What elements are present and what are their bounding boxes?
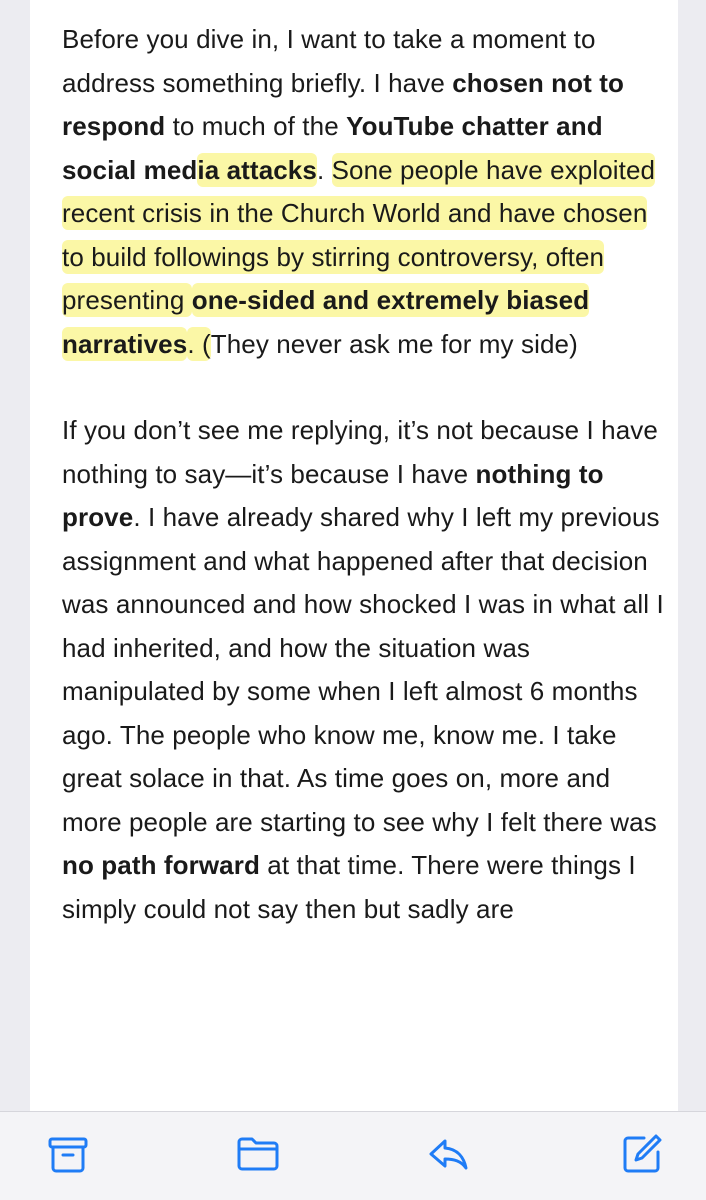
bold-text: chosen not to respond [62,67,624,141]
highlighted-text: . ( [187,328,211,359]
email-body[interactable] [30,0,678,1112]
compose-icon [620,1132,664,1176]
highlighted-text: Sone people have exploited recent crisis in the Church World and have chosen to build followings by stirring controversy, often presenting [62,154,656,315]
archive-box-icon [46,1132,90,1176]
left-margin [0,0,30,1200]
compose-button[interactable] [618,1130,666,1178]
body-text: . [316,154,332,185]
bold-text: YouTube chatter and social med [62,111,603,185]
body-text: to much of the [165,111,347,141]
body-text: Before you dive in, I want to take a moment to address something briefly. I have [62,24,596,98]
bottom-toolbar [0,1111,706,1200]
reply-button[interactable] [424,1130,472,1178]
highlighted-text: one-sided and extremely biased narratives [62,285,590,359]
body-text: at that time. There were things I simply could not say then but sadly are [62,850,636,924]
right-margin [678,0,706,1200]
body-text: They never ask me for my side) [210,328,578,359]
move-to-folder-button[interactable] [234,1130,282,1178]
bold-text: nothing to prove [62,458,604,532]
folder-icon [236,1132,280,1176]
archive-button[interactable] [44,1130,92,1178]
email-paragraph [62,18,666,366]
highlighted-text: ia attacks [197,154,317,185]
body-text: . I have already shared why I left my previous assignment and what happened after that decision was announced and how shocked I was in what all I had inherited, and how the situation was manipulated by some when I left almost 6 months ago. The people who know me, know me. I take great solace in that. As time goes on, more and more people are starting to see why I felt there was [62,502,664,837]
email-paragraph [62,409,666,931]
bold-text: no path forward [62,850,260,880]
body-text: If you don’t see me replying, it’s not because I have nothing to say—it’s because I have [62,415,658,489]
reply-arrow-icon [426,1132,470,1176]
